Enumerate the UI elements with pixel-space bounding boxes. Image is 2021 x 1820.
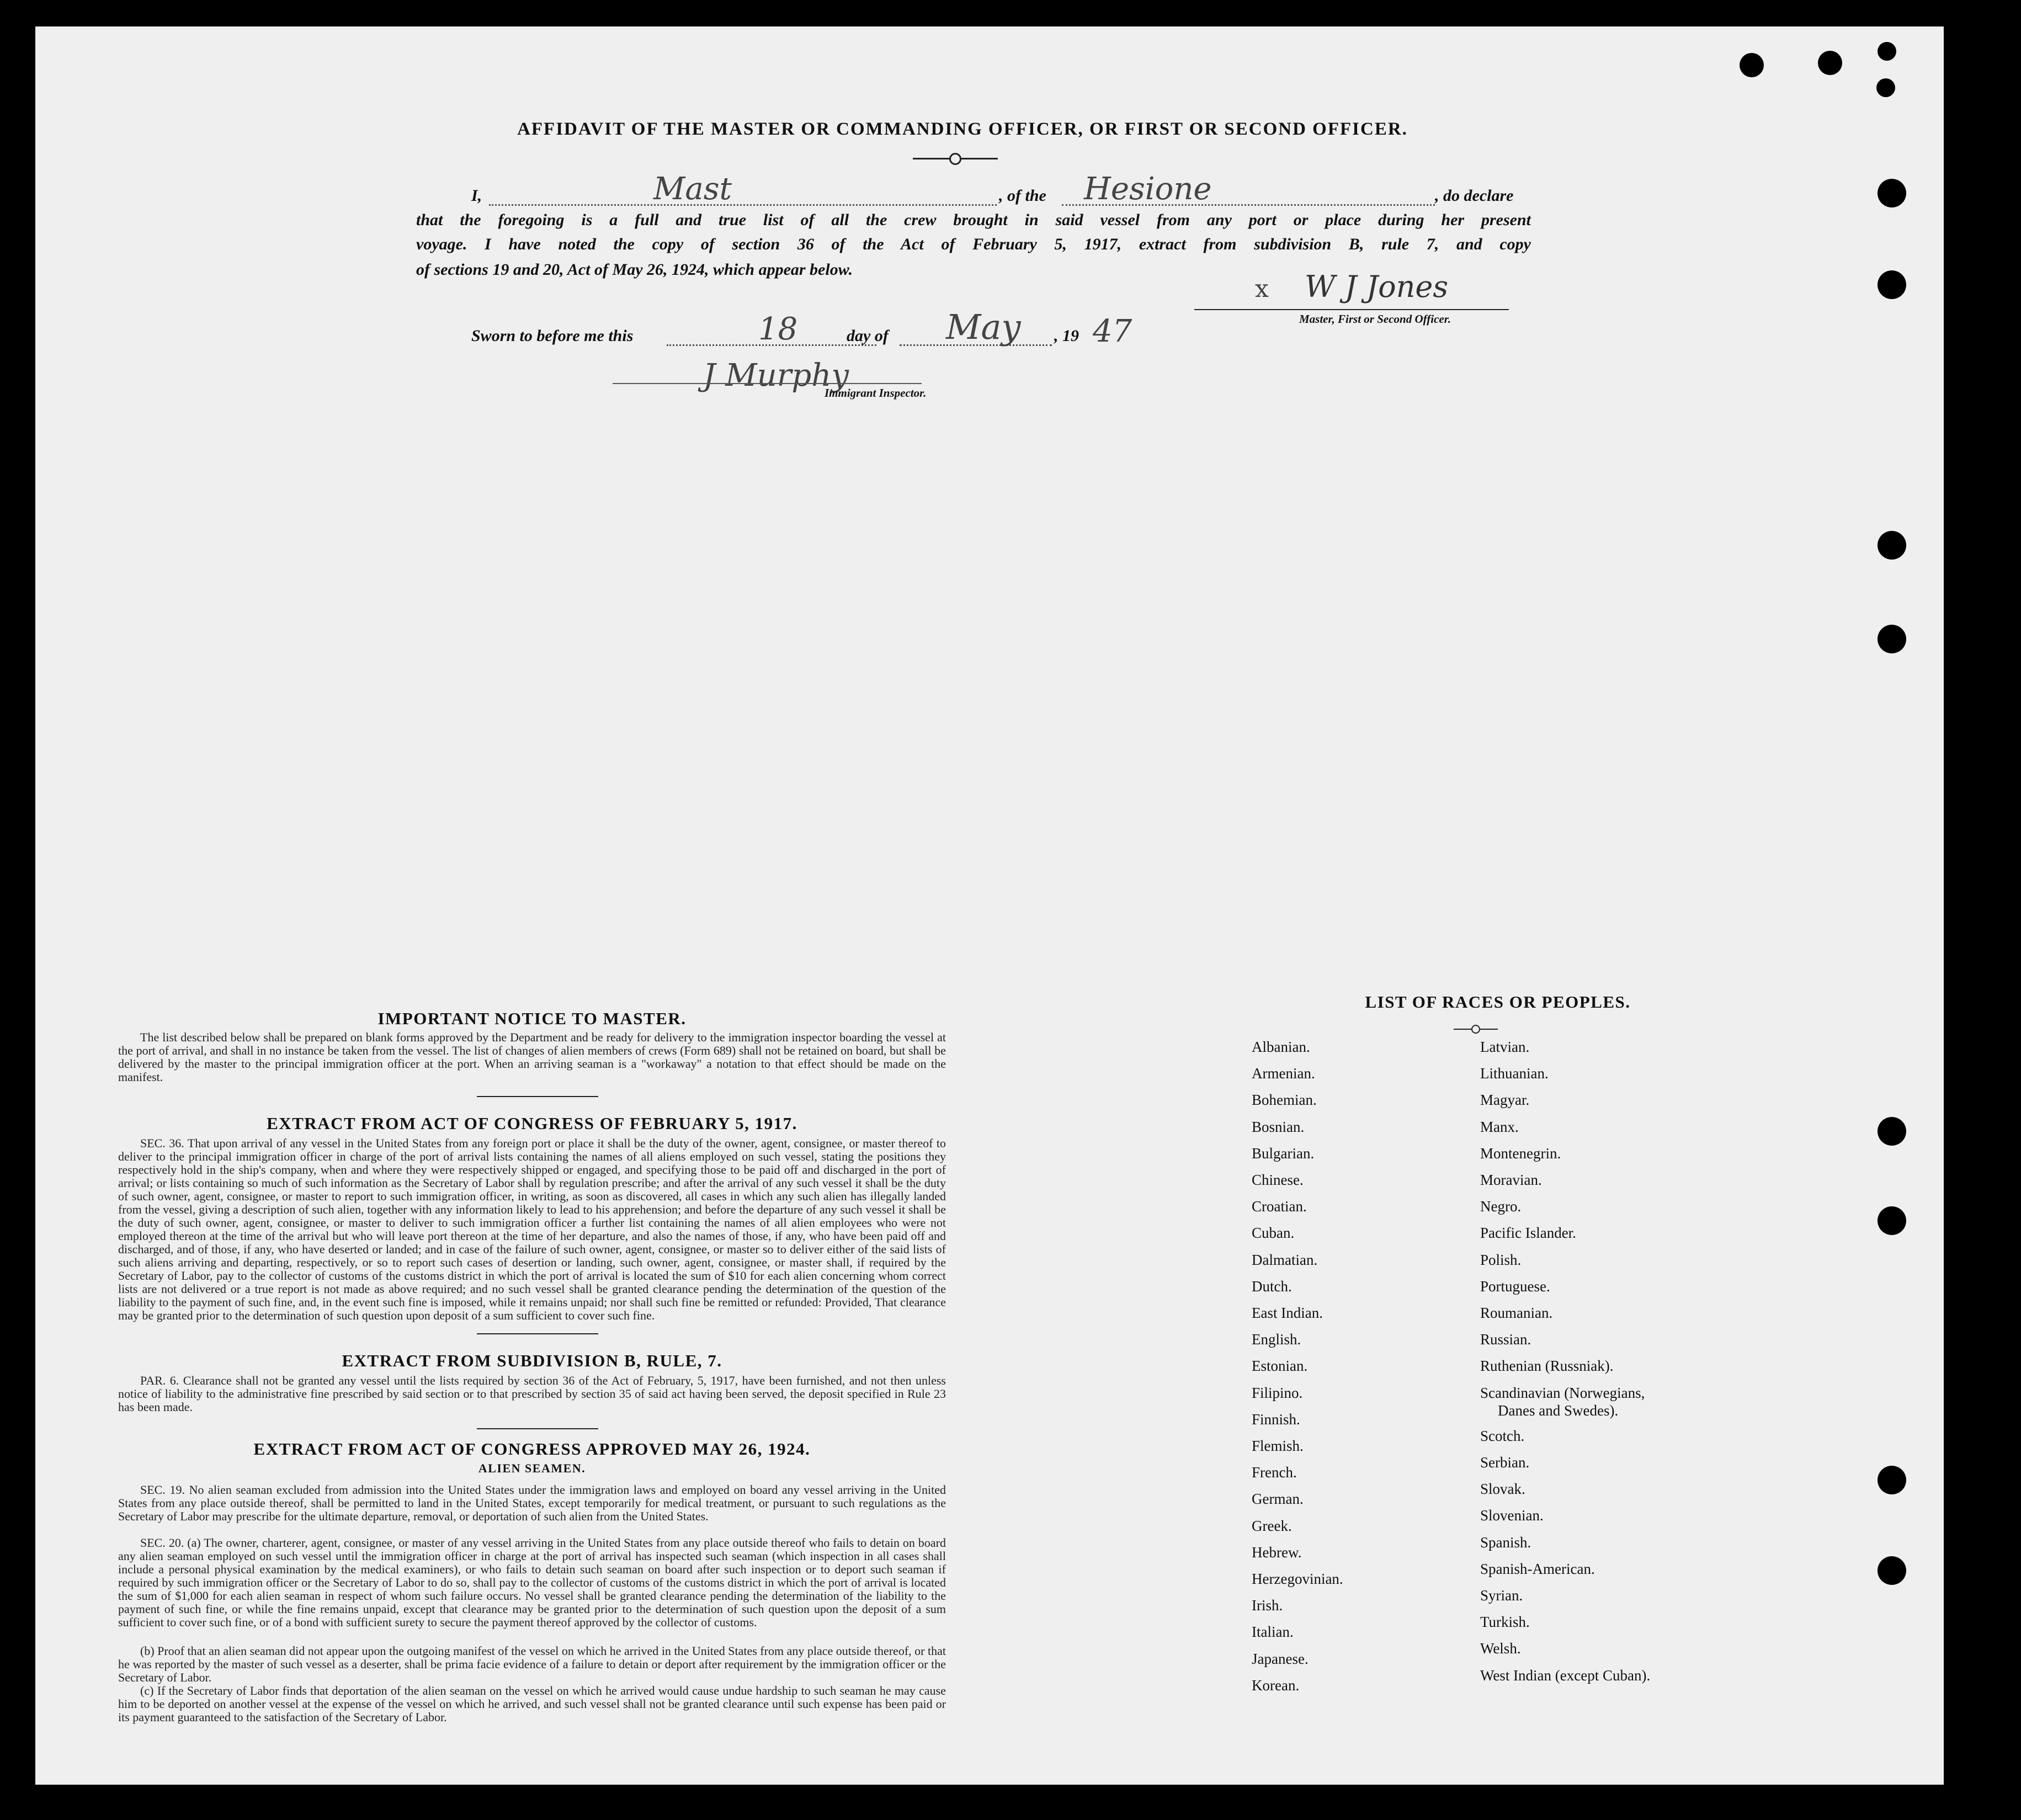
race-item: Polish. xyxy=(1480,1251,1522,1268)
punch-hole xyxy=(1878,1466,1906,1494)
punch-hole xyxy=(1740,53,1764,77)
race-item: Greek. xyxy=(1252,1517,1292,1534)
race-item: Syrian. xyxy=(1480,1587,1523,1604)
race-item: East Indian. xyxy=(1252,1305,1323,1321)
race-item: Dutch. xyxy=(1252,1278,1292,1295)
signature-caption: Master, First or Second Officer. xyxy=(1299,312,1451,326)
extract-rule7-body: PAR. 6. Clearance shall not be granted any vessel until the lists required by section 36 of the Act of February, 5, 1917, have been furnished, and not then unless notice of liability to the administrative fine prescribed by said section or to that prescribed by section 35 of said act having been served, the deposit specified in Rule 23 has been made. xyxy=(118,1374,946,1414)
punch-hole xyxy=(1818,51,1842,75)
extract-rule7-title: EXTRACT FROM SUBDIVISION B, RULE, 7. xyxy=(342,1351,722,1370)
day-of-label: day of xyxy=(847,327,889,345)
sworn-label: Sworn to before me this xyxy=(471,327,634,345)
race-item: Filipino. xyxy=(1252,1384,1303,1401)
sworn-month-handwritten: May xyxy=(946,307,1021,347)
title-ornament-circle xyxy=(949,153,961,165)
vessel-name-handwritten: Hesione xyxy=(1084,171,1212,207)
race-item: Spanish-American. xyxy=(1480,1560,1595,1577)
race-item: German. xyxy=(1252,1491,1304,1508)
extract-1924-sec20a: SEC. 20. (a) The owner, charterer, agent, consignee, or master of any vessel arriving in the United States from any place outside thereof who fails to detain on board any alien seaman employed on such vessel until the immigration officer in charge at the port of arrival has inspected such seaman (which inspection in all cases shall include a personal physical examination by the medical examiners), or who fails to detain such seaman on board after such inspection or to deport such seaman if required by such immigration officer or the Secretary of Labor to do so, shall pay to the collector of customs of the customs district in which the port of arrival is located the sum of $1,000 for each alien seaman in respect of whom such failure occurs. No vessel shall be granted clearance pending the determination of the liability to the payment of such fine, or while the fine remains unpaid, except that clearance may be granted prior to the determination of such question upon the deposit of a sum sufficient to cover such fine, or of a bond with sufficient surety to secure the payment thereof approved by the collector of customs. xyxy=(118,1536,946,1629)
section-divider xyxy=(477,1096,598,1097)
signature-mark: x xyxy=(1255,275,1269,303)
race-item: Ruthenian (Russniak). xyxy=(1480,1358,1614,1375)
race-item: French. xyxy=(1252,1464,1297,1481)
race-item: Negro. xyxy=(1480,1198,1522,1215)
notice-title: IMPORTANT NOTICE TO MASTER. xyxy=(377,1009,687,1028)
affidavit-title: AFFIDAVIT OF THE MASTER OR COMMANDING OFFICER, OR FIRST OR SECOND OFFICER. xyxy=(517,119,1408,139)
extract-1917-title: EXTRACT FROM ACT OF CONGRESS OF FEBRUARY 5, 1917. xyxy=(267,1114,797,1133)
of-the-label: , of the xyxy=(999,187,1046,205)
extract-1924-sec19: SEC. 19. No alien seaman excluded from admission into the United States under the immigration laws and employed on board any vessel arriving in the United States from any place outside thereof, shall be permitted to land in the United States, except temporarily for medical treatment, or pursuant to such regulations as the Secretary of Labor may prescribe for the ultimate departure, removal, or deportation of such alien from the United States. xyxy=(118,1483,946,1523)
race-item: Bohemian. xyxy=(1252,1092,1317,1109)
punch-hole xyxy=(1878,625,1906,653)
extract-1924-sec20c: (c) If the Secretary of Labor finds that deportation of the alien seaman on the vessel on which he arrived would cause undue hardship to such seaman he may cause him to be deported on another vessel at the expense of the vessel on which he arrived, and such vessel shall not be granted clearance until such expense has been paid or its payment guaranteed to the satisfaction of the Secretary of Labor. xyxy=(118,1684,946,1724)
race-item: Lithuanian. xyxy=(1480,1065,1549,1082)
race-item: Montenegrin. xyxy=(1480,1145,1561,1162)
race-item: Moravian. xyxy=(1480,1172,1542,1188)
notice-body: The list described below shall be prepared on blank forms approved by the Department and be ready for delivery to the immigration inspector boarding the vessel at the port of arrival, and shall in no instance be taken from the vessel. The list of changes of alien members of crews (Form 689) shall not be retained on board, but shall be delivered by the master to the principal immigration officer at the port. When an arriving seaman is a "workaway" a notation to that effect should be made on the manifest. xyxy=(118,1030,946,1084)
race-item: Serbian. xyxy=(1480,1454,1530,1471)
race-item: Finnish. xyxy=(1252,1411,1300,1428)
race-item: Estonian. xyxy=(1252,1358,1308,1375)
race-item: Russian. xyxy=(1480,1331,1531,1348)
race-item: West Indian (except Cuban). xyxy=(1480,1667,1651,1684)
inspector-caption: Immigrant Inspector. xyxy=(825,386,927,400)
officer-signature-handwritten: W J Jones xyxy=(1305,269,1449,304)
race-item: Dalmatian. xyxy=(1252,1251,1318,1268)
race-item: Cuban. xyxy=(1252,1225,1295,1242)
races-ornament-circle xyxy=(1471,1025,1480,1034)
name-fill-line xyxy=(489,204,997,206)
race-item: Manx. xyxy=(1480,1118,1519,1135)
race-item: Bosnian. xyxy=(1252,1118,1305,1135)
race-item: Flemish. xyxy=(1252,1438,1304,1454)
race-item: Albanian. xyxy=(1252,1039,1310,1055)
affidavit-line-3: voyage. I have noted the copy of section 36 of the Act of February 5, 1917, extract from subdivision B, rule 7, and copy xyxy=(416,235,1531,253)
affidavit-i-label: I, xyxy=(471,187,482,205)
race-item: Slovenian. xyxy=(1480,1507,1544,1524)
extract-1917-body: SEC. 36. That upon arrival of any vessel in the United States from any foreign port or place it shall be the duty of the owner, agent, consignee, or master thereof to deliver to the principal immigration officer in charge of the port of arrival lists containing the names of all aliens employed on such vessel, stating the positions they respectively hold in the ship's company, when and where they were respectively shipped or engaged, and specifying those to be paid off and discharged in the port of arrival; or lists containing so much of such information as the Secretary of Labor shall by regulation prescribe; and after the arrival of any such vessel it shall be the duty of such owner, agent, consignee, or master to report to such immigration officer, in writing, as soon as discovered, all cases in which any such alien has illegally landed from the vessel, giving a description of such alien, together with any information likely to lead to his apprehension; and before the departure of any such vessel it shall be the duty of such owner, agent, consignee, or master to deliver to such immigration officer a further list containing the names of all alien employees who were not employed thereon at the time of the arrival but who will leave port thereon at the time of her departure, and also the names of those, if any, who have been paid off and discharged, and of those, if any, who have deserted or landed; and in case of the failure of such owner, agent, consignee, or master so to deliver either of the said lists of such aliens arriving and departing, respectively, or so to report such cases of desertion or landing, such owner, agent, consignee, or master shall, if required by the Secretary of Labor, pay to the collector of customs of the customs district in which the port of arrival is located the sum of $10 for each alien concerning whom correct lists are not delivered or a true report is not made as above required; and no such vessel shall be granted clearance pending the determination of the question of the liability to the payment of such fine, and, in the event such fine is imposed, while it remains unpaid; nor shall such fine be remitted or refunded: Provided, That clearance may be granted prior to the determination of such question upon deposit of a sum sufficient to cover such fine. xyxy=(118,1136,946,1322)
punch-hole xyxy=(1876,78,1895,97)
races-title: LIST OF RACES OR PEOPLES. xyxy=(1365,992,1631,1012)
race-item: Korean. xyxy=(1252,1677,1300,1694)
document-page xyxy=(35,26,1944,1785)
race-item: Pacific Islander. xyxy=(1480,1225,1576,1242)
section-divider xyxy=(477,1333,598,1334)
punch-hole xyxy=(1878,1556,1906,1585)
inspector-signature-handwritten: J Murphy xyxy=(703,358,849,393)
race-item: Irish. xyxy=(1252,1597,1283,1614)
race-item: Spanish. xyxy=(1480,1534,1531,1551)
race-item: Welsh. xyxy=(1480,1640,1521,1657)
race-item: Italian. xyxy=(1252,1624,1294,1641)
race-item: Armenian. xyxy=(1252,1065,1315,1082)
race-item: Hebrew. xyxy=(1252,1544,1302,1561)
race-item: Scotch. xyxy=(1480,1427,1525,1444)
extract-1924-title: EXTRACT FROM ACT OF CONGRESS APPROVED MAY 26, 1924. xyxy=(253,1439,811,1459)
inspector-fill-line xyxy=(613,383,922,384)
race-item: Latvian. xyxy=(1480,1039,1530,1055)
extract-1924-subtitle: ALIEN SEAMEN. xyxy=(478,1461,586,1475)
race-item: Croatian. xyxy=(1252,1198,1307,1215)
punch-hole xyxy=(1878,1117,1906,1146)
punch-hole xyxy=(1878,42,1896,61)
race-item: Roumanian. xyxy=(1480,1305,1553,1321)
punch-hole xyxy=(1878,179,1906,207)
race-item: Scandinavian (Norwegians, xyxy=(1480,1384,1645,1401)
race-item: Japanese. xyxy=(1252,1650,1309,1667)
race-item: Slovak. xyxy=(1480,1481,1525,1498)
affidavit-line-2: that the foregoing is a full and true list of all the crew brought in said vessel from any port or place during her present xyxy=(416,211,1531,229)
sworn-day-handwritten: 18 xyxy=(758,311,798,347)
race-item: Magyar. xyxy=(1480,1092,1530,1109)
master-name-handwritten: Mast xyxy=(653,171,732,207)
section-divider xyxy=(477,1428,598,1429)
punch-hole xyxy=(1878,1206,1906,1235)
punch-hole xyxy=(1878,270,1906,299)
race-item: Herzegovinian. xyxy=(1252,1571,1343,1587)
affidavit-line-4: of sections 19 and 20, Act of May 26, 1924, which appear below. xyxy=(416,260,853,279)
sworn-year-handwritten: 47 xyxy=(1093,313,1132,349)
race-item: Danes and Swedes). xyxy=(1498,1402,1619,1419)
race-item: English. xyxy=(1252,1331,1301,1348)
extract-1924-sec20b: (b) Proof that an alien seaman did not appear upon the outgoing manifest of the vessel on which he arrived in the United States from any place outside thereof, or that he was reported by the master of such vessel as a deserter, shall be prima facie evidence of a failure to detain or deport after requirement by the immigration officer or the Secretary of Labor. xyxy=(118,1644,946,1684)
signature-line xyxy=(1194,309,1509,310)
race-item: Chinese. xyxy=(1252,1172,1304,1188)
race-item: Portuguese. xyxy=(1480,1278,1550,1295)
race-item: Bulgarian. xyxy=(1252,1145,1315,1162)
do-declare-label: , do declare xyxy=(1435,187,1514,205)
race-item: Turkish. xyxy=(1480,1614,1530,1631)
year-prefix-label: , 19 xyxy=(1054,327,1079,345)
punch-hole xyxy=(1878,531,1906,560)
